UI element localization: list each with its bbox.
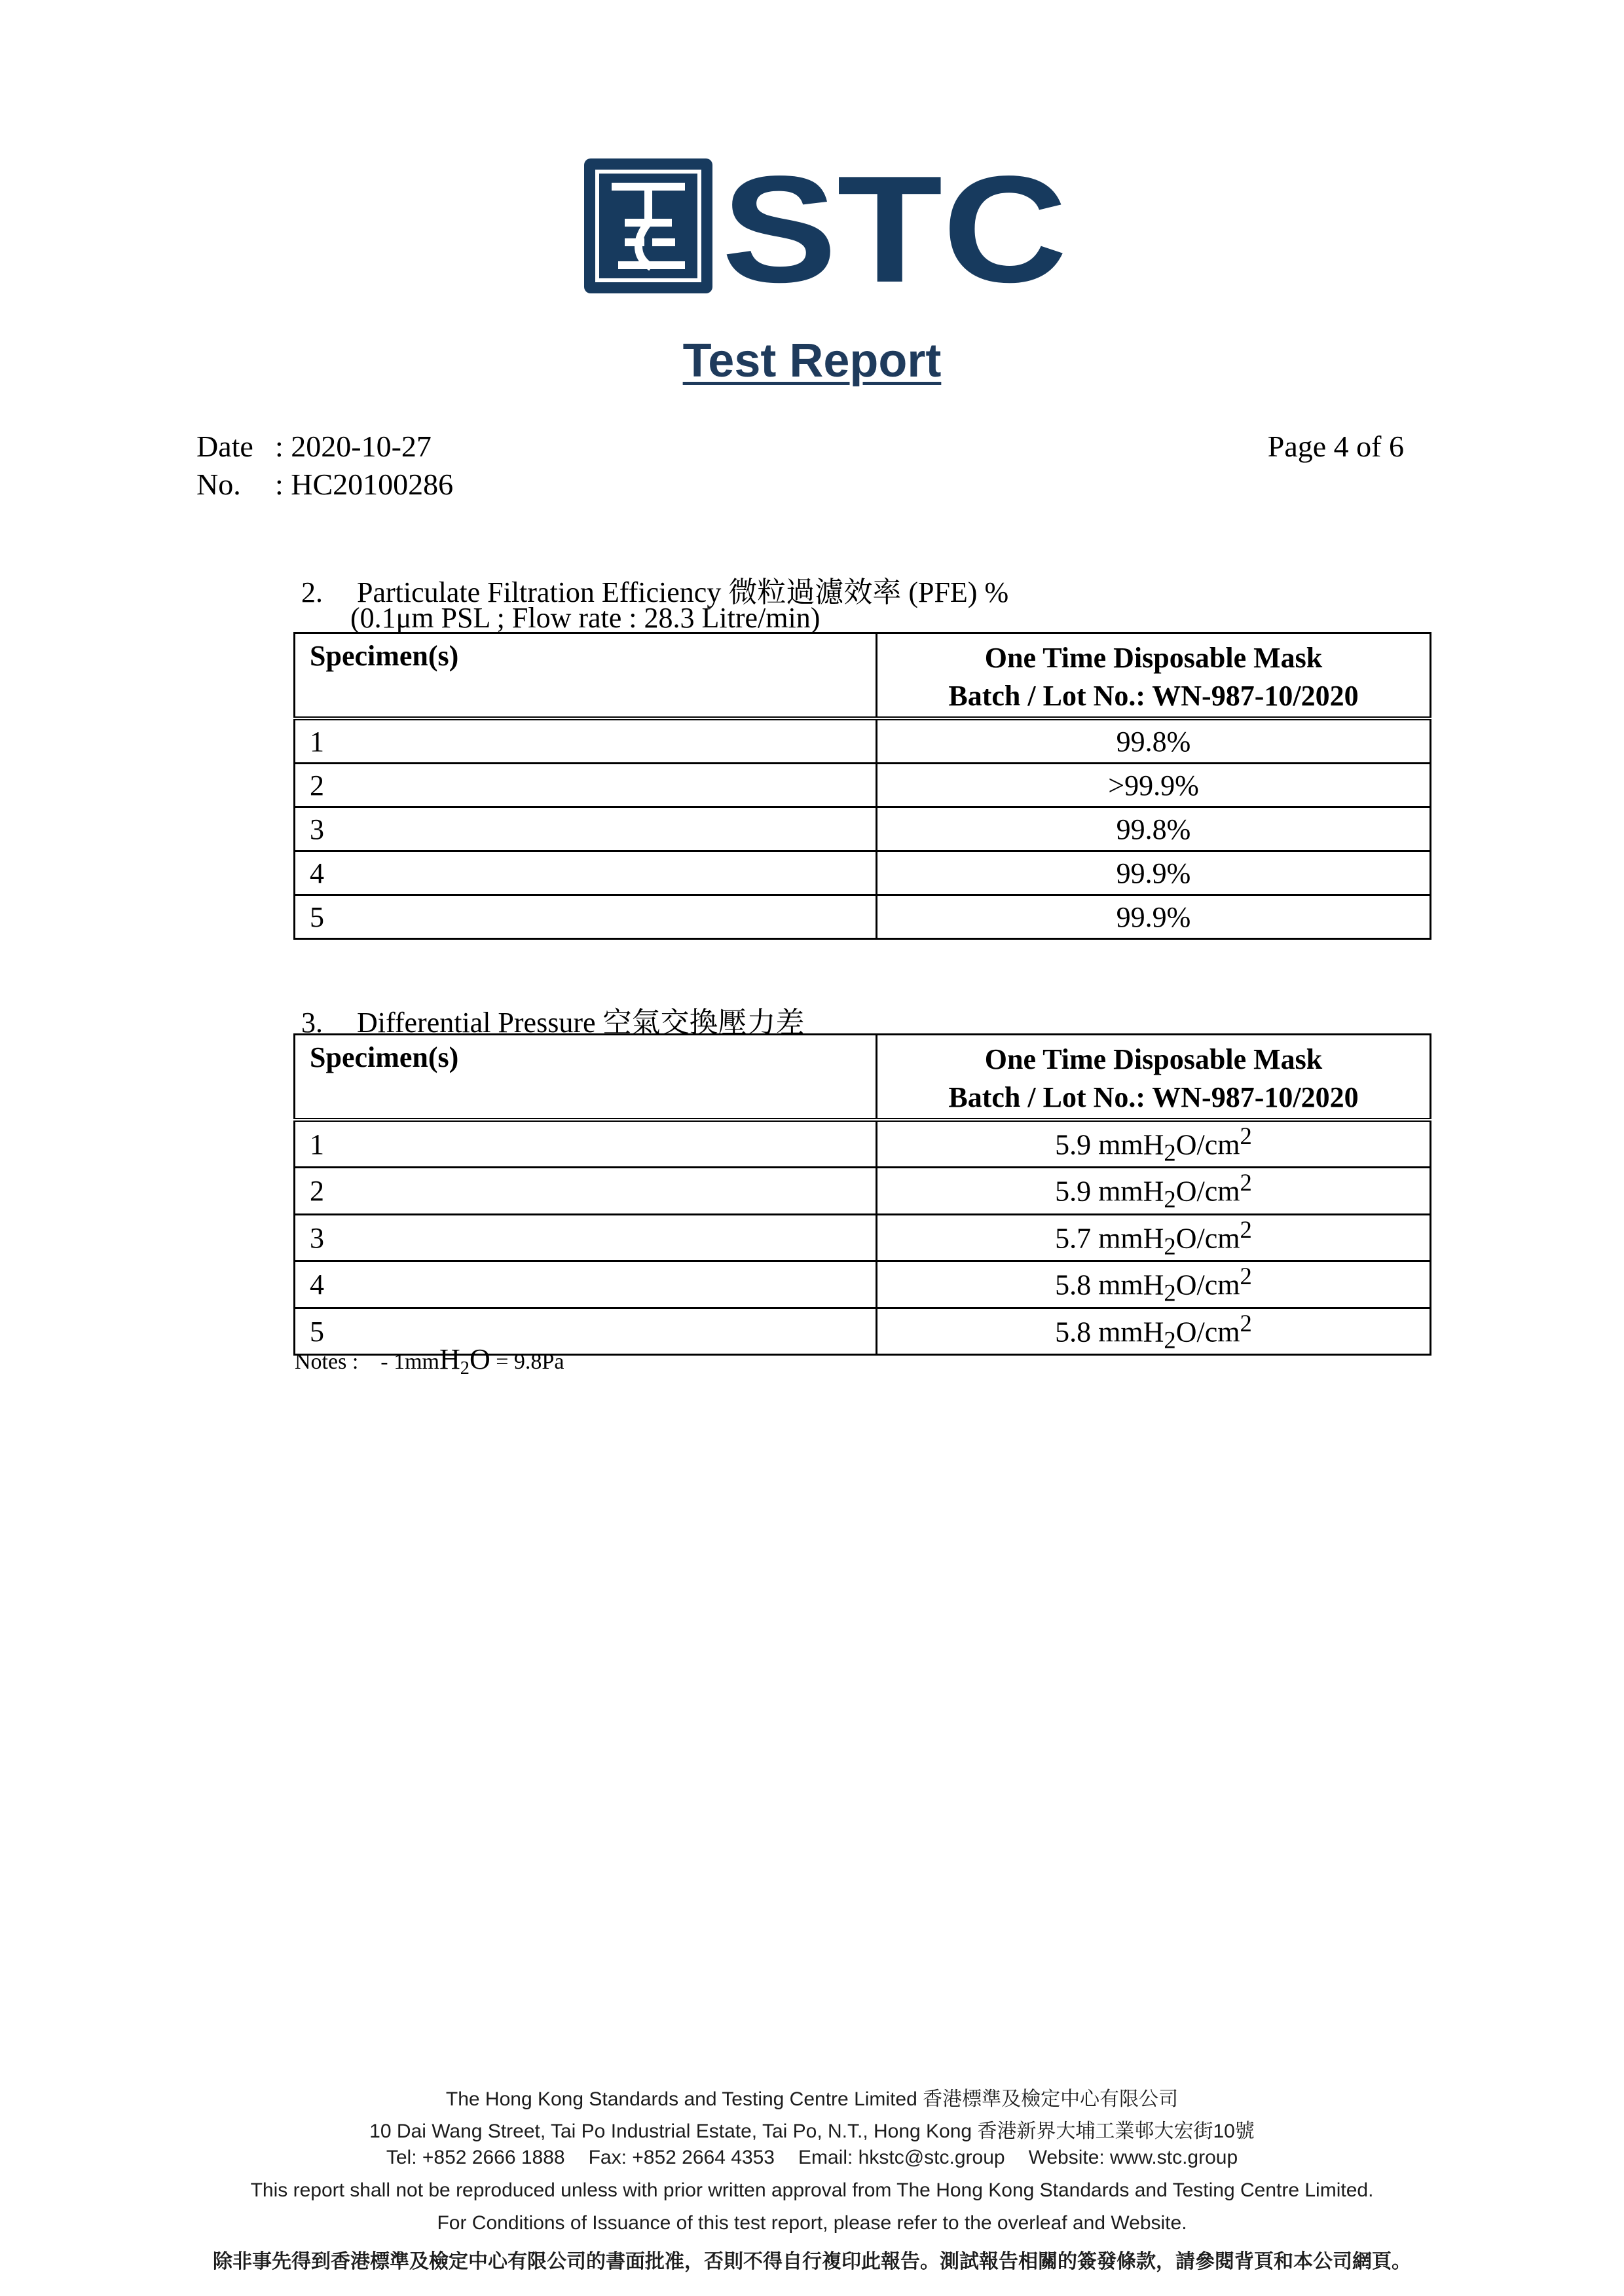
specimen-cell: 2 [295,764,877,807]
header-specimen: Specimen(s) [295,633,877,719]
pfe-value-cell: 99.9% [877,851,1431,895]
dp-value: 5.9 [1055,1176,1092,1208]
dp-value: 5.7 [1055,1222,1092,1255]
footer-fax: Fax: +852 2664 4353 [588,2147,775,2168]
report-title: Test Report [682,335,942,387]
dp-value-cell: 5.9 $mmH_2O/cm^2$ [877,1120,1431,1168]
date-label: Date [196,430,253,463]
specimen-cell: 5 [295,1308,877,1354]
header-sample-name: One Time Disposable Mask [984,642,1323,674]
footer-reproduction-notice: This report shall not be reproduced unless with prior written approval from The Hong Kong Standards and Testing Centre Limited. [250,2179,1374,2201]
footer-chinese-notice: 除非事先得到香港標準及檢定中心有限公司的書面批准，否則不得自行複印此報告。測試報告相關的簽發條款，請參閱背頁和本公司網頁。 [213,2251,1411,2272]
logo-text: STC [722,157,1067,295]
header-sample [877,633,1431,719]
dp-value: 5.8 [1055,1269,1092,1302]
table-header-row [295,1035,1431,1120]
footer-company-name: The Hong Kong Standards and Testing Centre Limited 香港標準及檢定中心有限公司 [445,2088,1179,2110]
footer-conditions-notice: For Conditions of Issuance of this test report, please refer to the overleaf and Website. [437,2212,1187,2234]
specimen-cell: 5 [295,895,877,939]
table-row [295,764,1431,807]
pfe-value-cell: 99.9% [877,895,1431,939]
dp-value-cell: 5.9 $mmH_2O/cm^2$ [877,1168,1431,1214]
specimen-cell: 2 [295,1168,877,1214]
header-sample-name: One Time Disposable Mask [984,1043,1323,1075]
table-row [295,1214,1431,1261]
dp-title-text: Differential Pressure 空氣交換壓力差 [357,1007,805,1039]
notes-label: Notes : [295,1350,359,1374]
footer-website: Website: www.stc.group [1028,2147,1238,2168]
specimen-cell: 4 [295,851,877,895]
report-number-value: : HC20100286 [275,468,454,501]
dp-value-cell: 5.8 $mmH_2O/cm^2$ [877,1308,1431,1354]
date-value: : 2020-10-27 [275,430,432,463]
pfe-value-cell: 99.8% [877,718,1431,764]
footer-tel: Tel: +852 2666 1888 [386,2147,565,2168]
dp-value-cell: 5.8 $mmH_2O/cm^2$ [877,1261,1431,1308]
page-number: Page 4 of 6 [1267,430,1404,463]
notes [295,1342,564,1379]
table-row [295,895,1431,939]
dp-value: 5.9 [1055,1128,1092,1161]
stc-logo [583,157,1074,295]
specimen-cell: 3 [295,1214,877,1261]
header-specimen: Specimen(s) [295,1035,877,1120]
table-row [295,1120,1431,1168]
pfe-results-table [293,632,1431,940]
pfe-value-cell: >99.9% [877,764,1431,807]
table-row [295,807,1431,851]
table-row [295,718,1431,764]
report-number-label: No. [196,468,241,501]
pfe-value-cell: 99.8% [877,807,1431,851]
header-batch-number: Batch / Lot No.: WN-987-10/2020 [948,680,1359,712]
notes-text: - 1mmH$_2$O = 9.8Pa [380,1343,564,1379]
specimen-cell: 1 [295,1120,877,1168]
pfe-title-text: Particulate Filtration Efficiency 微粒過濾效率 (PFE) % [357,576,1009,608]
dp-value: 5.8 [1055,1316,1092,1348]
pfe-section-number: 2. [301,576,323,608]
dp-results-table [293,1033,1431,1356]
header-sample [877,1035,1431,1120]
table-row [295,1261,1431,1308]
dp-section-number: 3. [301,1007,323,1039]
specimen-cell: 1 [295,718,877,764]
header-batch-number: Batch / Lot No.: WN-987-10/2020 [948,1081,1359,1113]
dp-value-cell: 5.7 $mmH_2O/cm^2$ [877,1214,1431,1261]
footer-email: Email: hkstc@stc.group [798,2147,1005,2168]
table-row [295,851,1431,895]
table-row [295,1168,1431,1214]
table-header-row [295,633,1431,719]
specimen-cell: 4 [295,1261,877,1308]
footer-contacts [0,2147,1624,2169]
specimen-cell: 3 [295,807,877,851]
footer-address: 10 Dai Wang Street, Tai Po Industrial Estate, Tai Po, N.T., Hong Kong 香港新界大埔工業邨大宏街10號 [369,2120,1255,2142]
pfe-test-conditions: (0.1μm PSL ; Flow rate : 28.3 Litre/min) [350,602,821,634]
